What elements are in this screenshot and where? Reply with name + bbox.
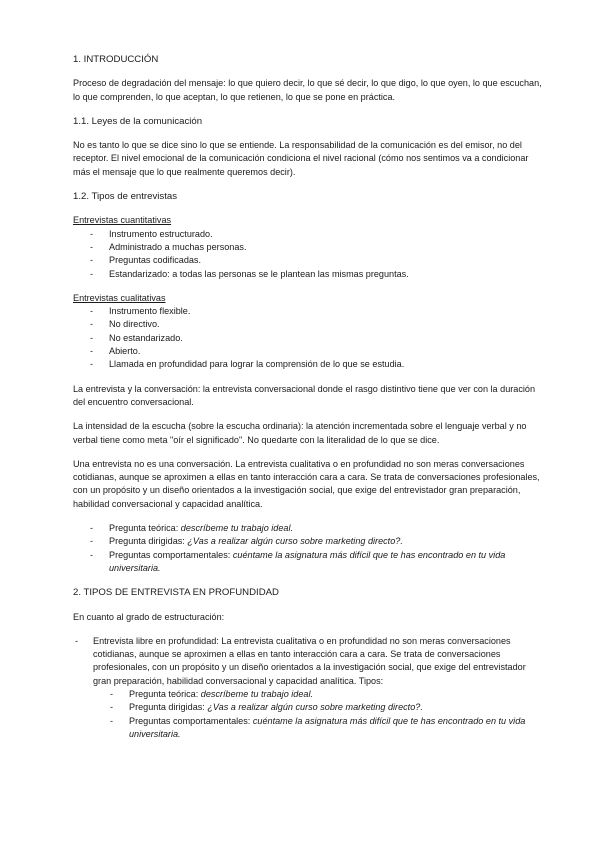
laws-paragraph: No es tanto lo que se dice sino lo que se entiende. La responsabilidad de la comunicación es del emisor, no del receptor. El nivel emocional de la comunicación condiciona el nivel racional (cómo nos sentimos va a condicionar más el mensaje que lo que realmente queremos decir). <box>73 140 529 177</box>
list-item: - Preguntas comportamentales: cuéntame la asignatura más difícil que te has encontrado en tu vida universitaria. <box>110 715 526 739</box>
list-item: - Pregunta teórica: descríbeme tu trabajo ideal. <box>90 523 294 534</box>
structuring-paragraph: En cuanto al grado de estructuración: <box>73 611 225 622</box>
list-item: - Pregunta dirigidas: ¿Vas a realizar algún curso sobre marketing directo?. <box>90 536 403 547</box>
intro-paragraph: Proceso de degradación del mensaje: lo que quiero decir, lo que sé decir, lo que digo, lo que oyen, lo que escuchan, lo que comprenden, lo que aceptan, lo que retienen, lo que se pone en práctica. <box>73 78 542 102</box>
interview-types-list <box>73 635 543 741</box>
not-conversation-paragraph: Una entrevista no es una conversación. La entrevista cualitativa o en profundidad no son meras conversaciones cotidianas, aunque se aproximen a ellas en tanto interacción cara a cara. Se trata de conversaciones profesionales, con un propósito y un diseño orientados a la investigación social, que exige del entrevistador gran preparación, habilidad conversacional y capacidad analítica. <box>73 458 540 509</box>
document-page <box>73 53 543 741</box>
question-types-list <box>73 522 543 575</box>
list-item: - Instrumento flexible. <box>90 306 191 317</box>
qualitative-list <box>73 305 543 371</box>
section-1-heading: 1. INTRODUCCIÓN <box>73 54 159 65</box>
list-item: - Entrevista libre en profundidad: La entrevista cualitativa o en profundidad no son meras conversaciones cotidianas, aunque se aproximen a ellas en tanto interacción cara a cara. Se trata de conversaciones profesionales, con un propósito y un diseño orientados a la investigación social, que exige del entrevistador gran preparación, habilidad conversacional y capacidad analítica. Tipos: - Pregunta teórica: descríbeme tu trabajo ideal. - Pregunta dirigidas: ¿Vas a realizar algún curso sobre marketing directo?. - Preguntas comportamentales: cuéntame la asignatura más difícil que te has encontrado en tu vida universitaria. <box>73 635 543 741</box>
list-item: - No estandarizado. <box>90 332 183 343</box>
conversation-paragraph: La entrevista y la conversación: la entrevista conversacional donde el rasgo distintivo tiene que ver con la duración del encuentro conversacional. <box>73 383 536 407</box>
list-item: - Estandarizado: a todas las personas se le plantean las mismas preguntas. <box>90 268 409 279</box>
list-item: - Pregunta teórica: descríbeme tu trabajo ideal. <box>110 688 314 699</box>
list-item: - Instrumento estructurado. <box>90 228 213 239</box>
list-item: - Administrado a muchas personas. <box>90 241 247 252</box>
quantitative-list <box>73 228 543 281</box>
nested-question-list <box>93 688 543 741</box>
quantitative-heading: Entrevistas cuantitativas <box>73 215 172 226</box>
list-item: - No directivo. <box>90 319 160 330</box>
section-1-2-heading: 1.2. Tipos de entrevistas <box>73 191 177 203</box>
section-1-1-heading: 1.1. Leyes de la comunicación <box>73 115 203 127</box>
list-item: - Preguntas codificadas. <box>90 255 202 266</box>
listening-paragraph: La intensidad de la escucha (sobre la escucha ordinaria): la atención incrementada sobre el lenguaje verbal y no verbal tiene como meta "oír el significado". No quedarte con la literalidad de lo que se dice. <box>73 421 527 445</box>
section-2-heading: 2. TIPOS DE ENTREVISTA EN PROFUNDIDAD <box>73 587 279 599</box>
list-item: - Preguntas comportamentales: cuéntame la asignatura más difícil que te has encontrado en tu vida universitaria. <box>90 549 506 573</box>
list-item: - Abierto. <box>90 346 141 357</box>
list-item: - Pregunta dirigidas: ¿Vas a realizar algún curso sobre marketing directo?. <box>110 702 423 713</box>
list-item: - Llamada en profundidad para lograr la comprensión de lo que se estudia. <box>90 359 405 370</box>
qualitative-heading: Entrevistas cualitativas <box>73 292 166 303</box>
